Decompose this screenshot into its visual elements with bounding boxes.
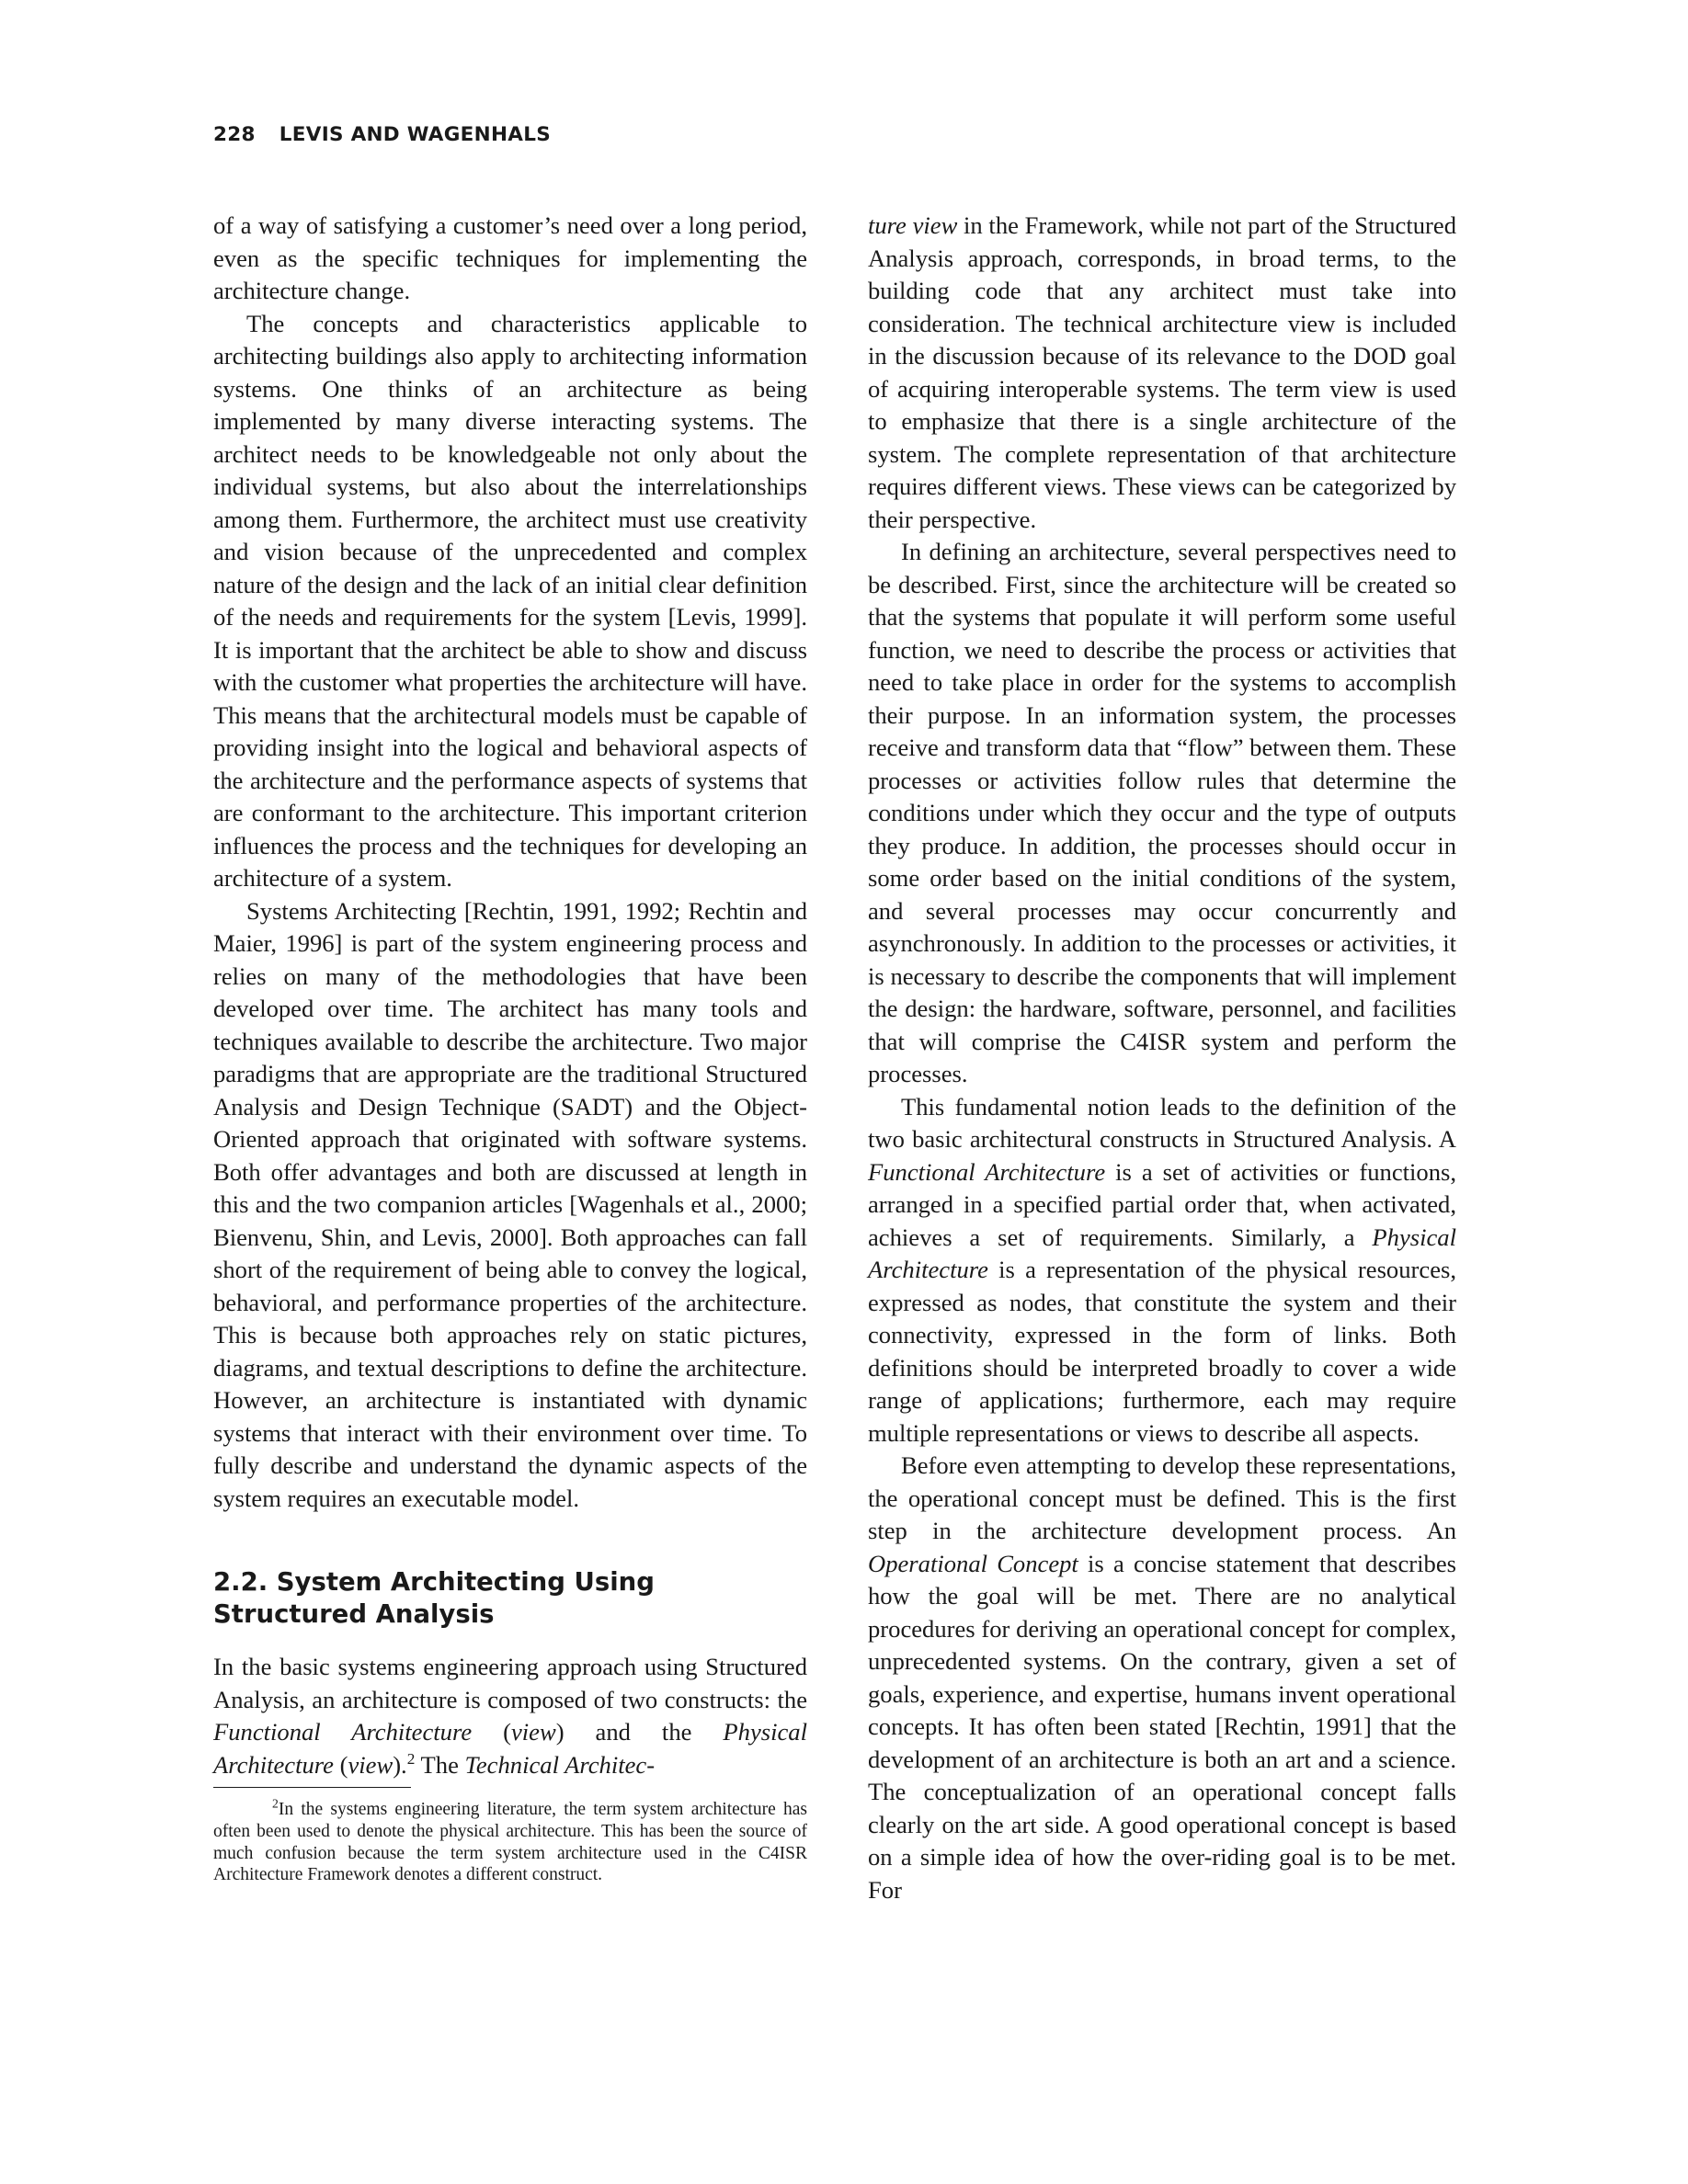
footnote-marker: 2 — [272, 1796, 279, 1811]
paragraph — [868, 1450, 1456, 1906]
text-run: is a set of activities or functions, arranged in a specified partial order that, when activated, achieves a set of requirements. Similarly, a — [868, 1157, 1456, 1251]
paragraph: In defining an architecture, several perspectives need to be described. First, since the architecture will be created so that the systems that populate it will perform some useful function, we need to describe the process or activities that need to take place in order for the systems to accomplish their purpose. In an information system, the processes receive and transform data that “flow” between them. These processes or activities follow rules that determine the conditions under which they occur and the type of outputs they produce. In addition, the processes should occur in some order based on the initial conditions of the system, and several processes may occur concurrently and asynchronously. In addition to the processes or activities, it is necessary to describe the components that will implement the design: the hardware, software, personnel, and facilities that will comprise the C4ISR system and perform the processes. — [868, 538, 1456, 1087]
paragraph: of a way of satisfying a customer’s need over a long period, even as the specific techniques for implementing the architecture change. — [213, 211, 807, 304]
text-run: In the basic systems engineering approach using Structured Analysis, an architecture is composed of two constructs: the — [213, 1653, 807, 1713]
footnote — [213, 1796, 807, 1886]
left-column — [213, 210, 807, 1886]
right-column — [868, 210, 1456, 1906]
footnote-rule — [213, 1787, 411, 1788]
page-number: 228 — [213, 123, 256, 146]
paragraph — [868, 210, 1456, 536]
footnote-text: In the systems engineering literature, the term system architecture has often been used to denote the physical architecture. This has been the source of much confusion because the term system architecture used in the C4ISR Architecture Framework denotes a different construct. — [213, 1800, 807, 1885]
italic-term: Operational Concept — [868, 1549, 1078, 1577]
italic-term: Functional Architecture — [868, 1157, 1106, 1186]
text-run: This fundamental notion leads to the definition of the two basic architectural constructs in Structured Analysis. A — [868, 1092, 1456, 1153]
italic-term: Physical Architecture — [868, 1223, 1456, 1283]
text-run: ). — [393, 1750, 407, 1779]
italic-term: Technical Architec- — [464, 1750, 656, 1779]
text-run: ( — [333, 1750, 348, 1779]
text-run: Before even attempting to develop these representations, the operational concept must be defined. This is the first step in the architecture development process. An — [868, 1451, 1456, 1544]
italic-term: Functional Architecture — [213, 1718, 473, 1746]
text-run: The — [415, 1750, 465, 1779]
running-head — [213, 123, 551, 146]
italic-term: view — [510, 1718, 556, 1746]
italic-term: Physical Architecture — [213, 1718, 807, 1779]
text-run: is a representation of the physical resources, expressed as nodes, that constitute the system and their connectivity, expressed in the form of links. Both definitions should be interpreted broadly to cover a wide range of applications; furthermore, each may require multiple representations or views to describe all aspects. — [868, 1256, 1456, 1447]
paragraph: Systems Architecting [Rechtin, 1991, 1992; Rechtin and Maier, 1996] is part of the system engineering process and relies on many of the methodologies that have been developed over time. The architect has many tools and techniques available to describe the architecture. Two major paradigms that are appropriate are the traditional Structured Analysis and Design Technique (SADT) and the Object-Oriented approach that originated with software systems. Both offer advantages and both are discussed at length in this and the two companion articles [Wagenhals et al., 2000; Bienvenu, Shin, and Levis, 2000]. Both approaches can fall short of the requirement of being able to convey the logical, behavioral, and performance properties of the architecture. This is because both approaches rely on static pictures, diagrams, and textual descriptions to define the architecture. However, an architecture is instantiated with dynamic systems that interact with their environment over time. To fully describe and understand the dynamic aspects of the system requires an executable model. — [213, 896, 807, 1512]
italic-term: ture view — [868, 211, 958, 239]
italic-term: view — [348, 1750, 393, 1779]
text-run: in the Framework, while not part of the Structured Analysis approach, corresponds, in broad terms, to the building code that any architect must take into consideration. The technical architecture view is included in the discussion because of its relevance to the DOD goal of acquiring interoperable systems. The term view is used to emphasize that there is a single architecture of the system. The complete representation of that architecture requires different views. These views can be categorized by their perspective. — [868, 211, 1456, 533]
footnote-ref: 2 — [406, 1749, 416, 1768]
paragraph — [213, 1651, 807, 1781]
text-run: is a concise statement that describes how the goal will be met. There are no analytical procedures for deriving an operational concept for complex, unprecedented systems. On the contrary, given a set of goals, experience, and expertise, humans invent operational concepts. It has often been stated [Rechtin, 1991] that the development of an architecture is both an art and a science. The conceptualization of an operational concept falls clearly on the art side. A good operational concept is based on a simple idea of how the over-riding goal is to be met. For — [868, 1549, 1456, 1904]
paragraph — [868, 1091, 1456, 1450]
text-run: ) and the — [555, 1718, 724, 1746]
running-title: LEVIS AND WAGENHALS — [279, 123, 551, 146]
text-run: ( — [472, 1718, 511, 1746]
section-heading: 2.2. System Architecting Using Structured Analysis — [213, 1567, 655, 1629]
paragraph: The concepts and characteristics applicable to architecting buildings also apply to architecting information systems. One thinks of an architecture as being implemented by many diverse interacting systems. The architect needs to be knowledgeable not only about the individual systems, but also about the interrelationships among them. Furthermore, the architect must use creativity and vision because of the unprecedented and complex nature of the design and the lack of an initial clear definition of the needs and requirements for the system [Levis, 1999]. It is important that the architect be able to show and discuss with the customer what properties the architecture will have. This means that the architectural models must be capable of providing insight into the logical and behavioral aspects of the architecture and the performance aspects of systems that are conformant to the architecture. This important criterion influences the process and the techniques for developing an architecture of a system. — [213, 309, 807, 892]
